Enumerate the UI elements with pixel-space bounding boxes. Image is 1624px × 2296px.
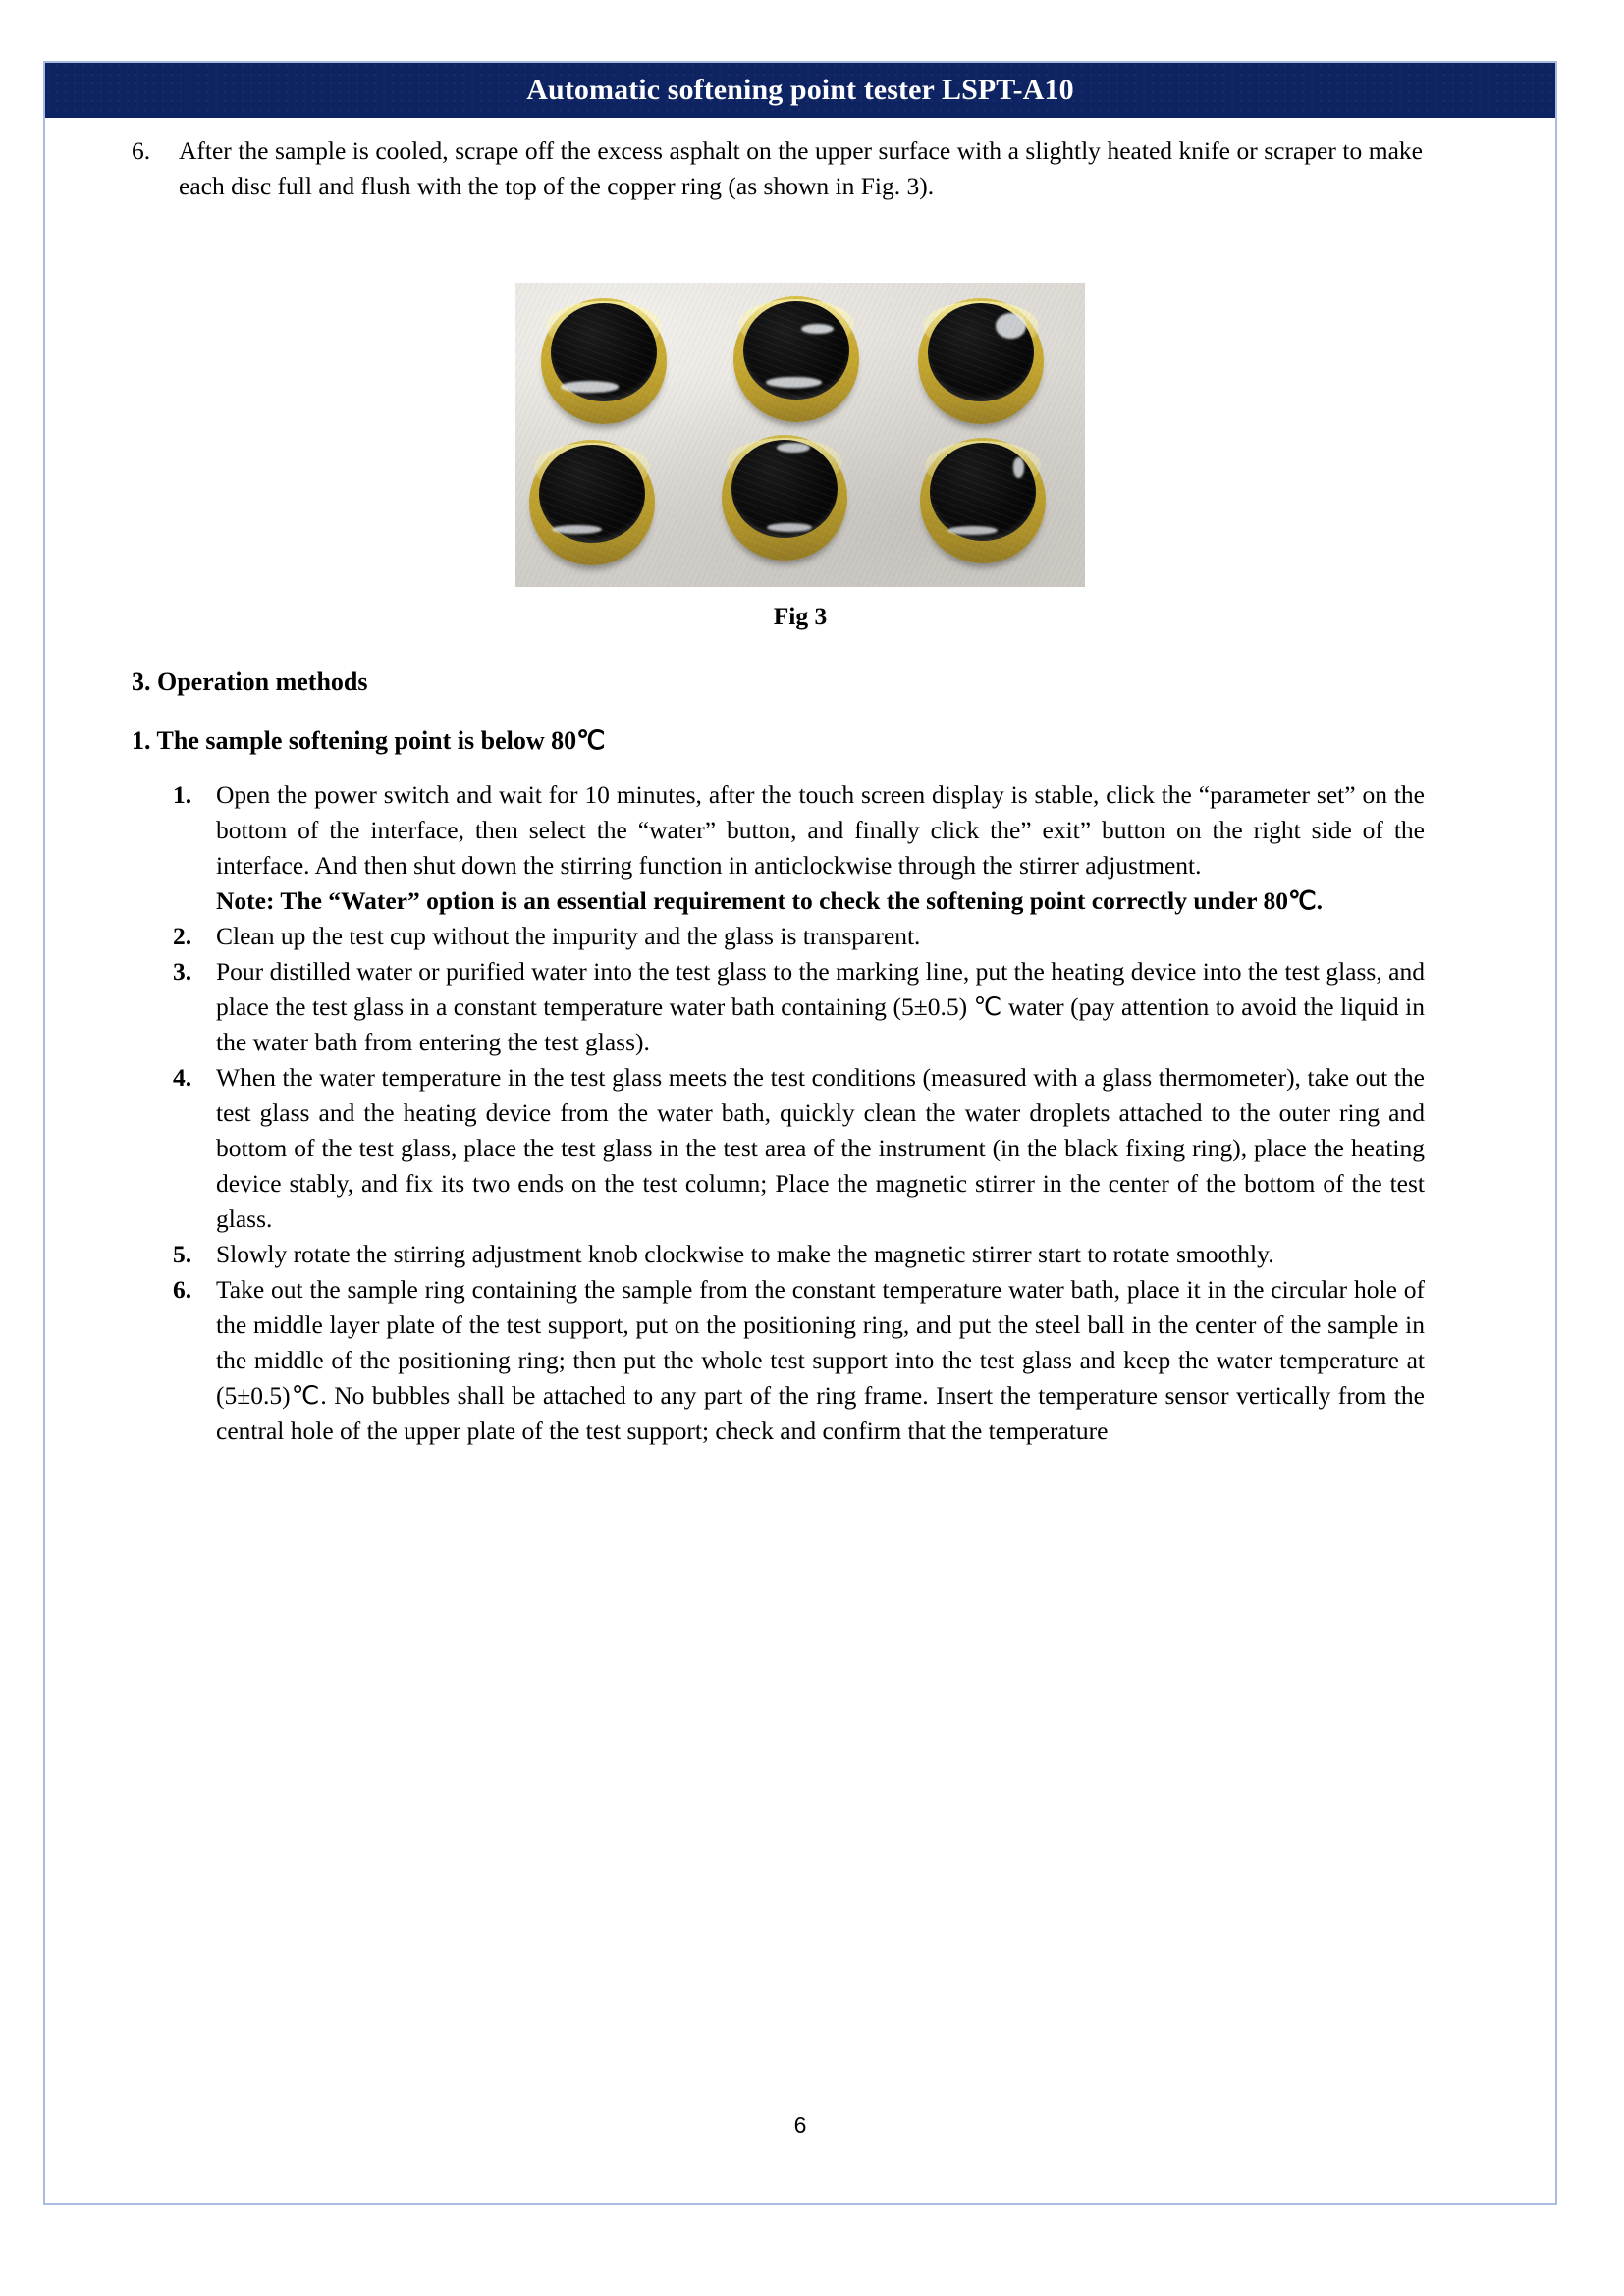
page-number: 6 (793, 2112, 807, 2138)
copper-ring-sample (541, 298, 667, 424)
step-body (216, 954, 1425, 1060)
page-header-banner (45, 63, 1555, 118)
intro-list-item (132, 133, 1423, 204)
figure-block (45, 283, 1555, 631)
copper-rings-filled-with-asphalt-photo (515, 283, 1085, 587)
figure-caption: Fig 3 (773, 602, 828, 630)
list-item (173, 919, 1425, 954)
step-body (216, 777, 1425, 919)
asphalt-gloss (947, 526, 998, 535)
asphalt-gloss (561, 381, 619, 393)
list-item (173, 777, 1425, 919)
step-body (216, 1272, 1425, 1449)
step-body (216, 1237, 1425, 1272)
page-content (45, 118, 1555, 2203)
step-text: Open the power switch and wait for 10 minutes, after the touch screen display is stable, click the “parameter set” on the bottom of the interface, then select the “water” button, and finally click the” exit” button on the right side of the interface. And then shut down the stirring function in anticlockwise through the stirrer adjustment. (216, 780, 1425, 880)
list-item (173, 1237, 1425, 1272)
step-number: 1. (173, 780, 192, 809)
step-number: 5. (173, 1240, 192, 1268)
copper-ring-sample (918, 298, 1044, 424)
intro-list-item-number: 6. (132, 136, 151, 165)
step-number: 3. (173, 957, 192, 986)
document-page (43, 61, 1557, 2205)
list-item (173, 1272, 1425, 1449)
step-text: Pour distilled water or purified water into the test glass to the marking line, put the heating device into the test glass, and place the test glass in a constant temperature water bath containing (5±0.5) ℃ water (pay attention to avoid the liquid in the water bath from entering the test glass). (216, 957, 1425, 1056)
asphalt-gloss (1013, 457, 1025, 477)
step-number: 6. (173, 1275, 192, 1304)
step-text: Slowly rotate the stirring adjustment knob clockwise to make the magnetic stirrer start to rotate smoothly. (216, 1240, 1274, 1268)
asphalt-gloss (767, 523, 812, 532)
step-text: When the water temperature in the test glass meets the test conditions (measured with a glass thermometer), take out the test glass and the heating device from the water bath, quickly clean the water droplets attached to the outer ring and bottom of the test glass, place the test glass in the test area of the instrument (in the black fixing ring), place the heating device stably, and fix its two ends on the test column; Place the magnetic stirrer in the center of the bottom of the test glass. (216, 1063, 1425, 1233)
operation-steps-list (173, 777, 1425, 1449)
copper-ring-sample (529, 440, 655, 565)
asphalt-gloss (777, 443, 809, 453)
step-number: 2. (173, 922, 192, 950)
step-text: Take out the sample ring containing the sample from the constant temperature water bath, place it in the circular hole of the middle layer plate of the test support, put on the positioning ring, and put the steel ball in the center of the sample in the middle of the positioning ring; then put the whole test support into the test glass and keep the water temperature at (5±0.5)℃. No bubbles shall be attached to any part of the ring frame. Insert the temperature sensor vertically from the central hole of the upper plate of the test support; check and confirm that the temperature (216, 1275, 1425, 1445)
copper-ring-sample (733, 296, 859, 422)
step-note: Note: The “Water” option is an essential requirement to check the softening point correctly under 80℃. (216, 886, 1323, 915)
asphalt-gloss (552, 525, 602, 534)
copper-ring-sample (722, 435, 847, 561)
list-item (173, 1060, 1425, 1237)
section-heading-operation-methods: 3. Operation methods (132, 667, 368, 696)
copper-ring-sample (920, 438, 1046, 563)
list-item (173, 954, 1425, 1060)
subsection-heading-softening-point-below-80c: 1. The sample softening point is below 80℃ (132, 726, 606, 755)
page-title: Automatic softening point tester LSPT-A10 (526, 73, 1074, 106)
step-body (216, 1060, 1425, 1237)
intro-list-item-text: After the sample is cooled, scrape off the excess asphalt on the upper surface with a slightly heated knife or scraper to make each disc full and flush with the top of the copper ring (as shown in Fig. 3). (179, 136, 1423, 200)
asphalt-gloss (996, 313, 1026, 339)
step-body (216, 919, 1425, 954)
step-number: 4. (173, 1063, 192, 1092)
step-text: Clean up the test cup without the impurity and the glass is transparent. (216, 922, 921, 950)
